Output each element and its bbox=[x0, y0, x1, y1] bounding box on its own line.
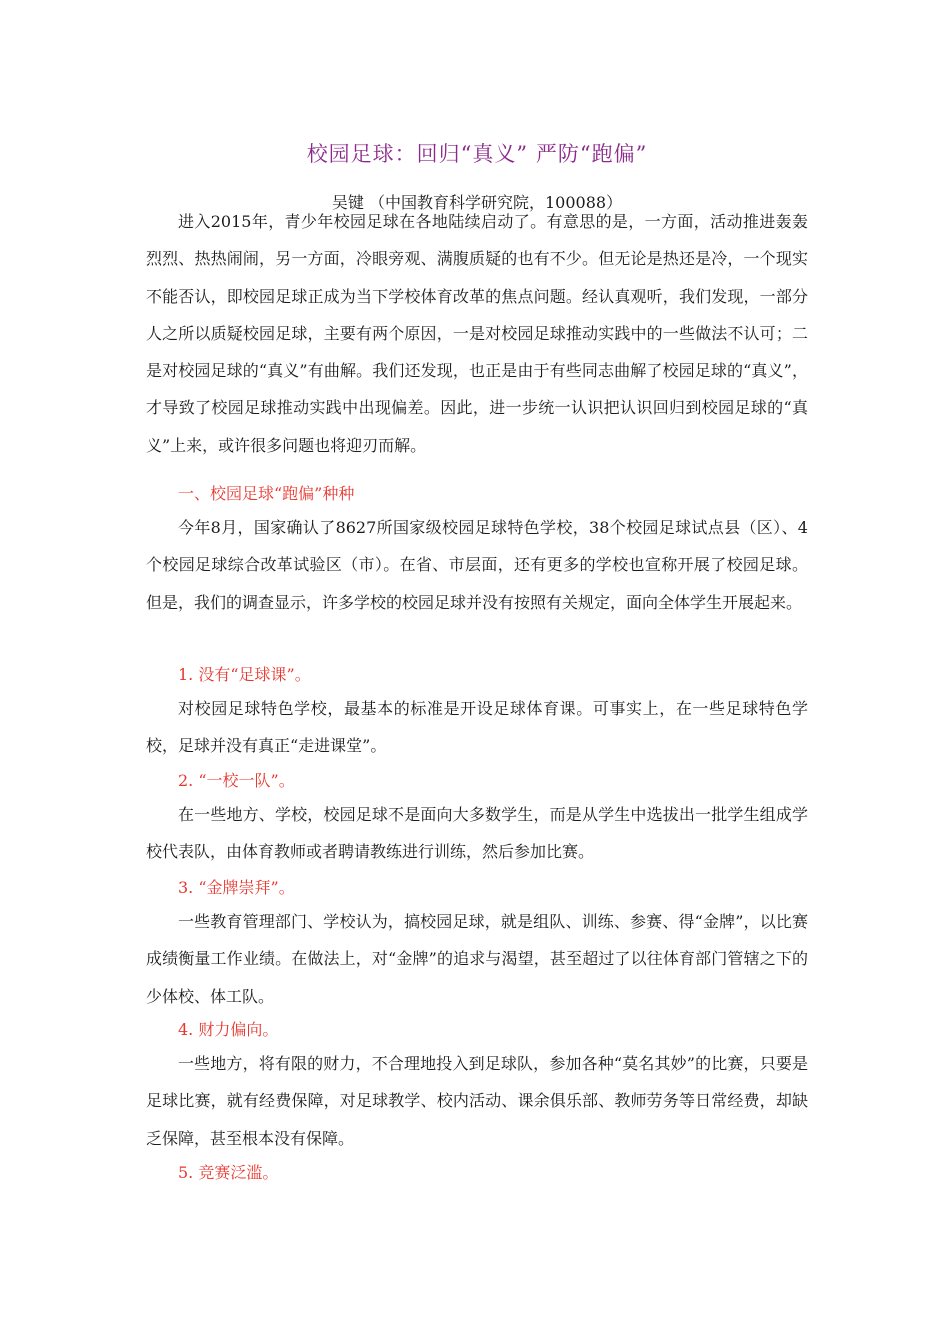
item-heading-5: 5. 竞赛泛滥。 bbox=[178, 1163, 279, 1182]
document-title: 校园足球：回归“真义” 严防“跑偏” bbox=[306, 142, 648, 166]
section-heading-1: 一、校园足球“跑偏”种种 bbox=[178, 484, 355, 503]
item-heading-2: 2. “一校一队”。 bbox=[178, 771, 295, 790]
item3-paragraph: 一些教育管理部门、学校认为，搞校园足球，就是组队、训练、参赛、得“金牌”，以比赛成绩衡量工作业绩。在做法上，对“金牌”的追求与渴望，甚至超过了以往体育部门管辖之下的少体校、体工队。 bbox=[146, 912, 808, 1006]
section1-paragraph: 今年8月，国家确认了8627所国家级校园足球特色学校，38个校园足球试点县（区）、4个校园足球综合改革试验区（市）。在省、市层面，还有更多的学校也宣称开展了校园足球。但是，我们的调查显示，许多学校的校园足球并没有按照有关规定，面向全体学生开展起来。 bbox=[146, 518, 808, 612]
item-heading-1: 1. 没有“足球课”。 bbox=[178, 665, 311, 684]
author-line: 吴键 （中国教育科学研究院，100088） bbox=[331, 193, 623, 212]
item4-paragraph: 一些地方，将有限的财力，不合理地投入到足球队，参加各种“莫名其妙”的比赛，只要是足球比赛，就有经费保障，对足球教学、校内活动、课余俱乐部、教师劳务等日常经费，却缺乏保障，甚至根本没有保障。 bbox=[146, 1054, 808, 1148]
intro-paragraph: 进入2015年，青少年校园足球在各地陆续启动了。有意思的是，一方面，活动推进轰轰烈烈、热热闹闹，另一方面，冷眼旁观、满腹质疑的也有不少。但无论是热还是冷，一个现实不能否认，即校园足球正成为当下学校体育改革的焦点问题。经认真观听，我们发现，一部分人之所以质疑校园足球，主要有两个原因，一是对校园足球推动实践中的一些做法不认可；二是对校园足球的“真义”有曲解。我们还发现，也正是由于有些同志曲解了校园足球的“真义”，才导致了校园足球推动实践中出现偏差。因此，进一步统一认识把认识回归到校园足球的“真义”上来，或许很多问题也将迎刃而解。 bbox=[146, 212, 808, 455]
item-heading-4: 4. 财力偏向。 bbox=[178, 1020, 279, 1039]
item1-paragraph: 对校园足球特色学校，最基本的标准是开设足球体育课。可事实上，在一些足球特色学校，足球并没有真正“走进课堂”。 bbox=[146, 699, 808, 756]
item-heading-3: 3. “金牌崇拜”。 bbox=[178, 878, 295, 897]
item2-paragraph: 在一些地方、学校，校园足球不是面向大多数学生，而是从学生中选拔出一批学生组成学校代表队，由体育教师或者聘请教练进行训练，然后参加比赛。 bbox=[146, 805, 808, 862]
